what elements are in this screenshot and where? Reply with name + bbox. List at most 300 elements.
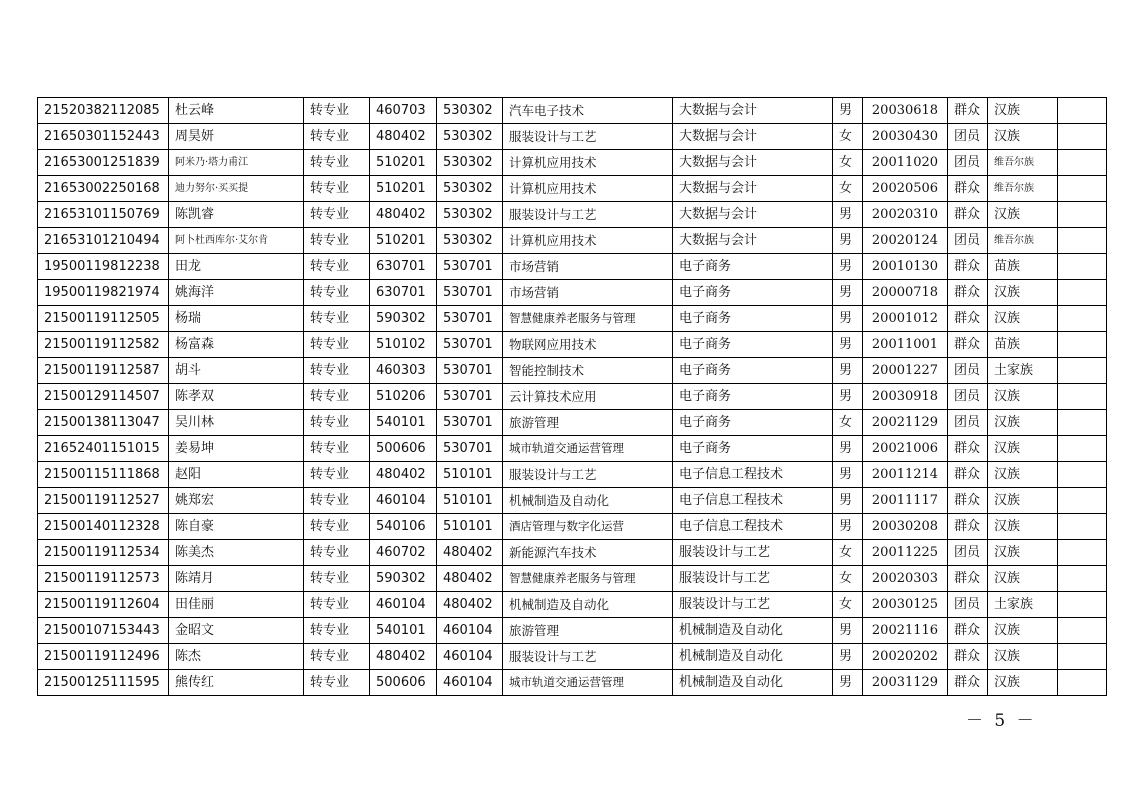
cell-name: 陈美杰 bbox=[169, 540, 304, 566]
cell-student-id: 21500125111595 bbox=[38, 670, 169, 696]
cell-birth-date: 20020124 bbox=[863, 228, 948, 254]
cell-original-major-code: 630701 bbox=[370, 254, 437, 280]
cell-change-type: 转专业 bbox=[304, 254, 370, 280]
cell-gender: 男 bbox=[833, 644, 863, 670]
cell-ethnicity: 汉族 bbox=[988, 618, 1058, 644]
cell-original-major-code: 460703 bbox=[370, 98, 437, 124]
cell-gender: 女 bbox=[833, 566, 863, 592]
table-row bbox=[38, 462, 1107, 488]
cell-student-id: 21520382112085 bbox=[38, 98, 169, 124]
cell-political-status: 团员 bbox=[948, 592, 988, 618]
cell-new-major-code: 530302 bbox=[437, 202, 503, 228]
cell-change-type: 转专业 bbox=[304, 150, 370, 176]
cell-new-major-code: 530701 bbox=[437, 410, 503, 436]
cell-student-id: 21500119112582 bbox=[38, 332, 169, 358]
cell-birth-date: 20020310 bbox=[863, 202, 948, 228]
page-number: － 5 － bbox=[966, 711, 1037, 731]
cell-political-status: 团员 bbox=[948, 124, 988, 150]
cell-change-type: 转专业 bbox=[304, 540, 370, 566]
table-row bbox=[38, 358, 1107, 384]
cell-remark bbox=[1058, 98, 1107, 124]
cell-gender: 男 bbox=[833, 384, 863, 410]
cell-original-major: 云计算技术应用 bbox=[503, 384, 673, 410]
cell-original-major-code: 460104 bbox=[370, 592, 437, 618]
cell-new-major: 电子商务 bbox=[673, 384, 833, 410]
cell-original-major-code: 480402 bbox=[370, 462, 437, 488]
cell-new-major: 机械制造及自动化 bbox=[673, 670, 833, 696]
cell-remark bbox=[1058, 592, 1107, 618]
cell-gender: 男 bbox=[833, 98, 863, 124]
cell-political-status: 群众 bbox=[948, 436, 988, 462]
cell-change-type: 转专业 bbox=[304, 306, 370, 332]
cell-remark bbox=[1058, 540, 1107, 566]
cell-remark bbox=[1058, 644, 1107, 670]
cell-change-type: 转专业 bbox=[304, 384, 370, 410]
cell-change-type: 转专业 bbox=[304, 592, 370, 618]
cell-new-major: 电子商务 bbox=[673, 358, 833, 384]
cell-political-status: 群众 bbox=[948, 514, 988, 540]
cell-original-major-code: 460104 bbox=[370, 488, 437, 514]
cell-change-type: 转专业 bbox=[304, 462, 370, 488]
table-row bbox=[38, 670, 1107, 696]
cell-student-id: 21500119112604 bbox=[38, 592, 169, 618]
cell-student-id: 21653002250168 bbox=[38, 176, 169, 202]
cell-original-major: 旅游管理 bbox=[503, 618, 673, 644]
cell-new-major-code: 530701 bbox=[437, 384, 503, 410]
cell-gender: 女 bbox=[833, 176, 863, 202]
cell-birth-date: 20011225 bbox=[863, 540, 948, 566]
cell-name: 阿米乃·塔力甫江 bbox=[169, 150, 304, 176]
cell-original-major: 智慧健康养老服务与管理 bbox=[503, 306, 673, 332]
cell-original-major: 市场营销 bbox=[503, 280, 673, 306]
cell-student-id: 21500119112527 bbox=[38, 488, 169, 514]
cell-birth-date: 20011117 bbox=[863, 488, 948, 514]
cell-new-major-code: 530701 bbox=[437, 280, 503, 306]
cell-student-id: 21500140112328 bbox=[38, 514, 169, 540]
table-row bbox=[38, 332, 1107, 358]
cell-political-status: 群众 bbox=[948, 98, 988, 124]
cell-political-status: 团员 bbox=[948, 358, 988, 384]
cell-new-major: 电子商务 bbox=[673, 254, 833, 280]
cell-student-id: 21500119112534 bbox=[38, 540, 169, 566]
cell-birth-date: 20000718 bbox=[863, 280, 948, 306]
cell-original-major: 计算机应用技术 bbox=[503, 228, 673, 254]
cell-student-id: 21653101210494 bbox=[38, 228, 169, 254]
cell-new-major: 电子信息工程技术 bbox=[673, 514, 833, 540]
cell-political-status: 群众 bbox=[948, 644, 988, 670]
cell-name: 姚海洋 bbox=[169, 280, 304, 306]
cell-remark bbox=[1058, 176, 1107, 202]
cell-ethnicity: 汉族 bbox=[988, 124, 1058, 150]
cell-remark bbox=[1058, 436, 1107, 462]
table-row bbox=[38, 280, 1107, 306]
cell-ethnicity: 汉族 bbox=[988, 566, 1058, 592]
cell-original-major-code: 540101 bbox=[370, 410, 437, 436]
cell-original-major-code: 540106 bbox=[370, 514, 437, 540]
table-row bbox=[38, 436, 1107, 462]
cell-political-status: 群众 bbox=[948, 202, 988, 228]
cell-change-type: 转专业 bbox=[304, 280, 370, 306]
cell-birth-date: 20001227 bbox=[863, 358, 948, 384]
cell-remark bbox=[1058, 462, 1107, 488]
cell-name: 陈靖月 bbox=[169, 566, 304, 592]
cell-birth-date: 20030918 bbox=[863, 384, 948, 410]
cell-student-id: 21500119112496 bbox=[38, 644, 169, 670]
cell-change-type: 转专业 bbox=[304, 410, 370, 436]
student-transfer-table bbox=[37, 97, 1107, 696]
cell-ethnicity: 汉族 bbox=[988, 462, 1058, 488]
cell-ethnicity: 土家族 bbox=[988, 592, 1058, 618]
cell-ethnicity: 苗族 bbox=[988, 254, 1058, 280]
cell-original-major-code: 460702 bbox=[370, 540, 437, 566]
cell-new-major-code: 480402 bbox=[437, 592, 503, 618]
cell-new-major: 大数据与会计 bbox=[673, 98, 833, 124]
cell-student-id: 21652401151015 bbox=[38, 436, 169, 462]
cell-name: 金昭文 bbox=[169, 618, 304, 644]
table-row bbox=[38, 98, 1107, 124]
cell-ethnicity: 汉族 bbox=[988, 202, 1058, 228]
cell-ethnicity: 苗族 bbox=[988, 332, 1058, 358]
cell-birth-date: 20030618 bbox=[863, 98, 948, 124]
cell-remark bbox=[1058, 566, 1107, 592]
cell-political-status: 团员 bbox=[948, 384, 988, 410]
cell-political-status: 群众 bbox=[948, 254, 988, 280]
cell-ethnicity: 汉族 bbox=[988, 280, 1058, 306]
cell-change-type: 转专业 bbox=[304, 436, 370, 462]
table-row bbox=[38, 514, 1107, 540]
table-row bbox=[38, 644, 1107, 670]
cell-birth-date: 20030430 bbox=[863, 124, 948, 150]
cell-political-status: 群众 bbox=[948, 488, 988, 514]
cell-original-major: 新能源汽车技术 bbox=[503, 540, 673, 566]
table-row bbox=[38, 202, 1107, 228]
table-row bbox=[38, 410, 1107, 436]
table-row bbox=[38, 124, 1107, 150]
cell-change-type: 转专业 bbox=[304, 670, 370, 696]
cell-gender: 男 bbox=[833, 228, 863, 254]
cell-new-major-code: 530701 bbox=[437, 436, 503, 462]
table-row bbox=[38, 592, 1107, 618]
cell-student-id: 21500119112587 bbox=[38, 358, 169, 384]
cell-original-major-code: 480402 bbox=[370, 644, 437, 670]
cell-name: 陈孝双 bbox=[169, 384, 304, 410]
cell-change-type: 转专业 bbox=[304, 332, 370, 358]
cell-ethnicity: 汉族 bbox=[988, 98, 1058, 124]
cell-original-major: 城市轨道交通运营管理 bbox=[503, 670, 673, 696]
cell-change-type: 转专业 bbox=[304, 358, 370, 384]
cell-political-status: 群众 bbox=[948, 176, 988, 202]
cell-ethnicity: 维吾尔族 bbox=[988, 150, 1058, 176]
cell-new-major-code: 460104 bbox=[437, 670, 503, 696]
cell-new-major: 电子商务 bbox=[673, 280, 833, 306]
cell-original-major: 智慧健康养老服务与管理 bbox=[503, 566, 673, 592]
cell-political-status: 团员 bbox=[948, 540, 988, 566]
cell-original-major: 服装设计与工艺 bbox=[503, 202, 673, 228]
table-row bbox=[38, 150, 1107, 176]
cell-ethnicity: 维吾尔族 bbox=[988, 176, 1058, 202]
cell-change-type: 转专业 bbox=[304, 618, 370, 644]
cell-political-status: 团员 bbox=[948, 410, 988, 436]
cell-gender: 女 bbox=[833, 592, 863, 618]
cell-student-id: 19500119821974 bbox=[38, 280, 169, 306]
cell-name: 姚郑宏 bbox=[169, 488, 304, 514]
cell-change-type: 转专业 bbox=[304, 98, 370, 124]
cell-ethnicity: 汉族 bbox=[988, 384, 1058, 410]
table-row bbox=[38, 228, 1107, 254]
cell-change-type: 转专业 bbox=[304, 644, 370, 670]
cell-new-major: 服装设计与工艺 bbox=[673, 592, 833, 618]
cell-birth-date: 20030208 bbox=[863, 514, 948, 540]
cell-birth-date: 20021129 bbox=[863, 410, 948, 436]
cell-new-major-code: 460104 bbox=[437, 644, 503, 670]
cell-original-major: 汽车电子技术 bbox=[503, 98, 673, 124]
cell-original-major: 计算机应用技术 bbox=[503, 150, 673, 176]
cell-new-major: 电子商务 bbox=[673, 436, 833, 462]
cell-student-id: 21653001251839 bbox=[38, 150, 169, 176]
table-row bbox=[38, 384, 1107, 410]
cell-name: 陈凯睿 bbox=[169, 202, 304, 228]
cell-name: 姜易坤 bbox=[169, 436, 304, 462]
cell-birth-date: 20011001 bbox=[863, 332, 948, 358]
cell-new-major-code: 530302 bbox=[437, 98, 503, 124]
cell-remark bbox=[1058, 670, 1107, 696]
cell-original-major-code: 510201 bbox=[370, 176, 437, 202]
cell-gender: 男 bbox=[833, 618, 863, 644]
cell-political-status: 团员 bbox=[948, 228, 988, 254]
cell-new-major: 电子商务 bbox=[673, 332, 833, 358]
cell-gender: 男 bbox=[833, 436, 863, 462]
cell-gender: 男 bbox=[833, 306, 863, 332]
cell-birth-date: 20020202 bbox=[863, 644, 948, 670]
cell-original-major-code: 630701 bbox=[370, 280, 437, 306]
cell-gender: 女 bbox=[833, 540, 863, 566]
cell-new-major-code: 530701 bbox=[437, 358, 503, 384]
cell-remark bbox=[1058, 254, 1107, 280]
cell-ethnicity: 汉族 bbox=[988, 540, 1058, 566]
cell-name: 吴川林 bbox=[169, 410, 304, 436]
cell-new-major: 电子商务 bbox=[673, 410, 833, 436]
cell-new-major: 大数据与会计 bbox=[673, 150, 833, 176]
cell-original-major: 服装设计与工艺 bbox=[503, 124, 673, 150]
cell-change-type: 转专业 bbox=[304, 202, 370, 228]
cell-birth-date: 20020303 bbox=[863, 566, 948, 592]
cell-new-major-code: 530701 bbox=[437, 306, 503, 332]
cell-original-major: 市场营销 bbox=[503, 254, 673, 280]
cell-new-major-code: 530302 bbox=[437, 150, 503, 176]
cell-remark bbox=[1058, 124, 1107, 150]
cell-ethnicity: 汉族 bbox=[988, 644, 1058, 670]
cell-original-major-code: 500606 bbox=[370, 436, 437, 462]
cell-original-major: 旅游管理 bbox=[503, 410, 673, 436]
cell-student-id: 21653101150769 bbox=[38, 202, 169, 228]
cell-remark bbox=[1058, 514, 1107, 540]
cell-original-major-code: 460303 bbox=[370, 358, 437, 384]
cell-new-major: 电子信息工程技术 bbox=[673, 462, 833, 488]
cell-student-id: 21650301152443 bbox=[38, 124, 169, 150]
cell-new-major: 电子信息工程技术 bbox=[673, 488, 833, 514]
cell-new-major: 大数据与会计 bbox=[673, 176, 833, 202]
cell-original-major-code: 510206 bbox=[370, 384, 437, 410]
cell-original-major: 服装设计与工艺 bbox=[503, 462, 673, 488]
cell-new-major: 机械制造及自动化 bbox=[673, 618, 833, 644]
cell-gender: 女 bbox=[833, 124, 863, 150]
cell-gender: 男 bbox=[833, 202, 863, 228]
cell-original-major: 机械制造及自动化 bbox=[503, 488, 673, 514]
cell-original-major-code: 510201 bbox=[370, 228, 437, 254]
cell-gender: 男 bbox=[833, 462, 863, 488]
cell-birth-date: 20011020 bbox=[863, 150, 948, 176]
cell-original-major-code: 500606 bbox=[370, 670, 437, 696]
cell-original-major: 物联网应用技术 bbox=[503, 332, 673, 358]
cell-new-major-code: 530302 bbox=[437, 228, 503, 254]
cell-gender: 男 bbox=[833, 332, 863, 358]
table-row bbox=[38, 306, 1107, 332]
table-row bbox=[38, 618, 1107, 644]
cell-political-status: 群众 bbox=[948, 566, 988, 592]
cell-political-status: 群众 bbox=[948, 280, 988, 306]
cell-ethnicity: 汉族 bbox=[988, 488, 1058, 514]
cell-new-major: 机械制造及自动化 bbox=[673, 644, 833, 670]
cell-political-status: 群众 bbox=[948, 618, 988, 644]
cell-student-id: 21500129114507 bbox=[38, 384, 169, 410]
cell-name: 杨富森 bbox=[169, 332, 304, 358]
cell-original-major-code: 480402 bbox=[370, 124, 437, 150]
table-body bbox=[38, 98, 1107, 696]
cell-political-status: 群众 bbox=[948, 670, 988, 696]
cell-new-major-code: 480402 bbox=[437, 540, 503, 566]
cell-name: 阿卜杜西库尔·艾尔肯 bbox=[169, 228, 304, 254]
cell-student-id: 21500115111868 bbox=[38, 462, 169, 488]
cell-ethnicity: 土家族 bbox=[988, 358, 1058, 384]
cell-change-type: 转专业 bbox=[304, 124, 370, 150]
cell-original-major: 机械制造及自动化 bbox=[503, 592, 673, 618]
cell-new-major-code: 460104 bbox=[437, 618, 503, 644]
cell-original-major: 酒店管理与数字化运营 bbox=[503, 514, 673, 540]
cell-remark bbox=[1058, 384, 1107, 410]
cell-new-major: 大数据与会计 bbox=[673, 124, 833, 150]
cell-ethnicity: 汉族 bbox=[988, 670, 1058, 696]
cell-new-major-code: 480402 bbox=[437, 566, 503, 592]
cell-original-major: 智能控制技术 bbox=[503, 358, 673, 384]
cell-birth-date: 20030125 bbox=[863, 592, 948, 618]
cell-change-type: 转专业 bbox=[304, 514, 370, 540]
cell-new-major-code: 510101 bbox=[437, 514, 503, 540]
cell-name: 杜云峰 bbox=[169, 98, 304, 124]
cell-birth-date: 20001012 bbox=[863, 306, 948, 332]
cell-remark bbox=[1058, 358, 1107, 384]
cell-change-type: 转专业 bbox=[304, 566, 370, 592]
cell-new-major: 电子商务 bbox=[673, 306, 833, 332]
cell-remark bbox=[1058, 332, 1107, 358]
cell-birth-date: 20020506 bbox=[863, 176, 948, 202]
table-row bbox=[38, 540, 1107, 566]
cell-original-major: 服装设计与工艺 bbox=[503, 644, 673, 670]
table-row bbox=[38, 176, 1107, 202]
cell-student-id: 19500119812238 bbox=[38, 254, 169, 280]
cell-name: 田佳丽 bbox=[169, 592, 304, 618]
cell-remark bbox=[1058, 618, 1107, 644]
cell-original-major-code: 510201 bbox=[370, 150, 437, 176]
cell-original-major-code: 590302 bbox=[370, 566, 437, 592]
cell-birth-date: 20021116 bbox=[863, 618, 948, 644]
cell-gender: 女 bbox=[833, 150, 863, 176]
cell-change-type: 转专业 bbox=[304, 488, 370, 514]
cell-name: 周昊妍 bbox=[169, 124, 304, 150]
cell-ethnicity: 汉族 bbox=[988, 436, 1058, 462]
cell-remark bbox=[1058, 228, 1107, 254]
cell-new-major-code: 530302 bbox=[437, 176, 503, 202]
cell-gender: 男 bbox=[833, 358, 863, 384]
cell-new-major: 服装设计与工艺 bbox=[673, 566, 833, 592]
cell-original-major-code: 480402 bbox=[370, 202, 437, 228]
cell-birth-date: 20021006 bbox=[863, 436, 948, 462]
cell-new-major-code: 510101 bbox=[437, 462, 503, 488]
cell-birth-date: 20011214 bbox=[863, 462, 948, 488]
cell-new-major: 大数据与会计 bbox=[673, 202, 833, 228]
cell-name: 赵阳 bbox=[169, 462, 304, 488]
cell-political-status: 群众 bbox=[948, 462, 988, 488]
table-row bbox=[38, 254, 1107, 280]
cell-gender: 男 bbox=[833, 514, 863, 540]
cell-student-id: 21500119112573 bbox=[38, 566, 169, 592]
cell-student-id: 21500119112505 bbox=[38, 306, 169, 332]
cell-gender: 男 bbox=[833, 488, 863, 514]
cell-student-id: 21500107153443 bbox=[38, 618, 169, 644]
cell-original-major-code: 590302 bbox=[370, 306, 437, 332]
cell-political-status: 群众 bbox=[948, 332, 988, 358]
cell-original-major: 计算机应用技术 bbox=[503, 176, 673, 202]
table-row bbox=[38, 488, 1107, 514]
cell-original-major: 城市轨道交通运营管理 bbox=[503, 436, 673, 462]
cell-name: 陈自豪 bbox=[169, 514, 304, 540]
cell-political-status: 群众 bbox=[948, 306, 988, 332]
cell-remark bbox=[1058, 488, 1107, 514]
cell-political-status: 团员 bbox=[948, 150, 988, 176]
table-row bbox=[38, 566, 1107, 592]
cell-new-major: 大数据与会计 bbox=[673, 228, 833, 254]
cell-gender: 男 bbox=[833, 280, 863, 306]
cell-ethnicity: 汉族 bbox=[988, 514, 1058, 540]
cell-change-type: 转专业 bbox=[304, 176, 370, 202]
cell-name: 陈杰 bbox=[169, 644, 304, 670]
cell-new-major-code: 530302 bbox=[437, 124, 503, 150]
cell-remark bbox=[1058, 280, 1107, 306]
cell-gender: 女 bbox=[833, 410, 863, 436]
cell-gender: 男 bbox=[833, 670, 863, 696]
cell-remark bbox=[1058, 306, 1107, 332]
cell-original-major-code: 540101 bbox=[370, 618, 437, 644]
cell-remark bbox=[1058, 410, 1107, 436]
cell-new-major-code: 530701 bbox=[437, 254, 503, 280]
cell-name: 熊传红 bbox=[169, 670, 304, 696]
cell-new-major-code: 530701 bbox=[437, 332, 503, 358]
cell-original-major-code: 510102 bbox=[370, 332, 437, 358]
cell-ethnicity: 汉族 bbox=[988, 410, 1058, 436]
cell-name: 田龙 bbox=[169, 254, 304, 280]
cell-name: 胡斗 bbox=[169, 358, 304, 384]
cell-new-major-code: 510101 bbox=[437, 488, 503, 514]
cell-birth-date: 20031129 bbox=[863, 670, 948, 696]
cell-name: 杨瑞 bbox=[169, 306, 304, 332]
cell-remark bbox=[1058, 150, 1107, 176]
cell-change-type: 转专业 bbox=[304, 228, 370, 254]
cell-student-id: 21500138113047 bbox=[38, 410, 169, 436]
cell-ethnicity: 汉族 bbox=[988, 306, 1058, 332]
cell-birth-date: 20010130 bbox=[863, 254, 948, 280]
cell-new-major: 服装设计与工艺 bbox=[673, 540, 833, 566]
cell-remark bbox=[1058, 202, 1107, 228]
cell-ethnicity: 维吾尔族 bbox=[988, 228, 1058, 254]
